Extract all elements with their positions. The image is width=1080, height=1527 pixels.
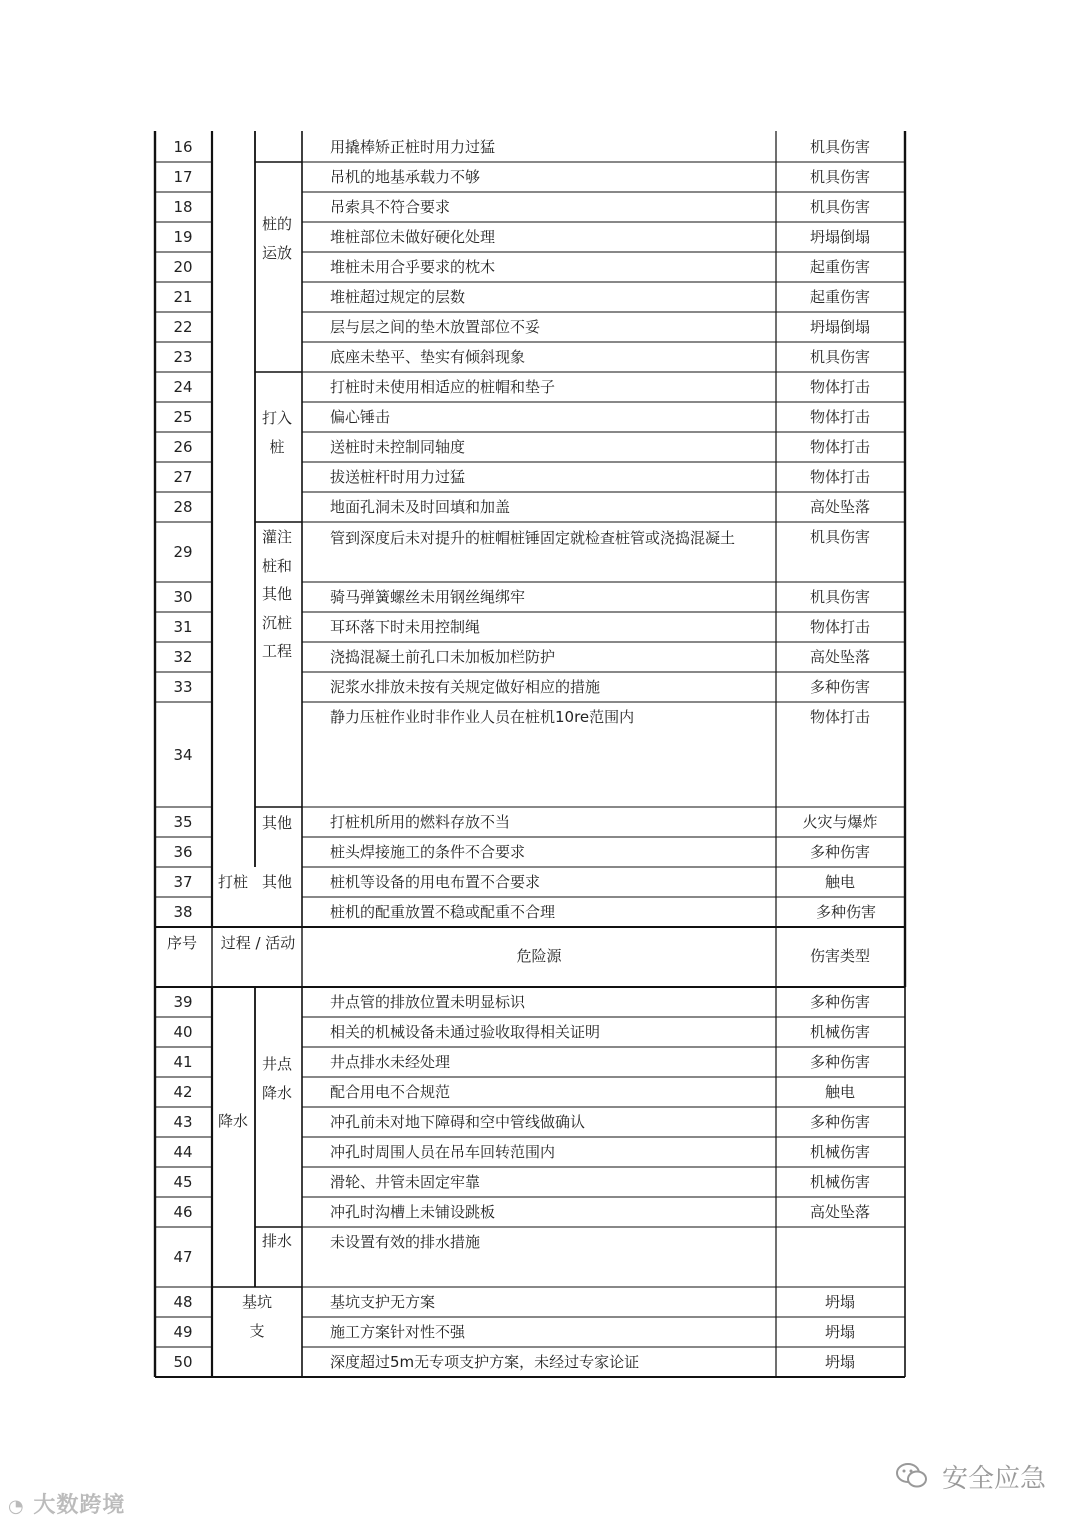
watermark-left: [8, 1488, 125, 1519]
injury-type-cell: 高处坠落: [809, 648, 870, 666]
injury-type-cell: 机械伤害: [809, 1143, 870, 1161]
injury-type-cell: 高处坠落: [809, 498, 870, 516]
row-number: 26: [173, 438, 193, 456]
hazard-cell: 吊机的地基承载力不够: [330, 168, 481, 186]
header-process: 过程 / 活动: [220, 934, 296, 952]
hazard-cell: 深度超过5m无专项支护方案，未经过专家论证: [330, 1353, 640, 1371]
row-number: 18: [173, 198, 193, 216]
row-number: 31: [173, 618, 193, 636]
group-pile-driving: 打入桩: [261, 409, 292, 456]
row-number: 48: [173, 1293, 193, 1311]
row-number: 23: [173, 348, 193, 366]
row-number: 28: [173, 498, 193, 516]
hazard-cell: 静力压桩作业时非作业人员在桩机10re范围内: [330, 708, 635, 726]
injury-type-cell: 机械伤害: [809, 1023, 870, 1041]
row-number: 34: [173, 745, 193, 764]
injury-type-cell: 机具伤害: [809, 137, 870, 156]
row-number: 41: [173, 1053, 193, 1071]
hazard-cell: 基坑支护无方案: [330, 1293, 436, 1311]
injury-type-cell: 物体打击: [809, 378, 870, 396]
watermark-left-text: 大数跨境: [33, 1493, 126, 1518]
injury-type-cell: 物体打击: [809, 408, 870, 426]
injury-type-cell: 多种伤害: [809, 1113, 870, 1131]
injury-type-cell: 多种伤害: [809, 993, 870, 1011]
hazard-cell: 堆桩超过规定的层数: [330, 288, 466, 306]
hazard-cell: 管到深度后未对提升的桩帽桩锤固定就检查桩管或浇捣混凝土: [330, 529, 736, 547]
row-number: 42: [173, 1083, 193, 1101]
hazard-cell: 堆桩未用合乎要求的枕木: [330, 258, 496, 276]
injury-type-cell: 多种伤害: [815, 903, 876, 921]
row-number: 30: [173, 588, 193, 606]
row-number: 49: [173, 1323, 193, 1341]
hazard-cell: 用撬棒矫正桩时用力过猛: [330, 137, 496, 156]
injury-type-cell: 物体打击: [809, 468, 870, 486]
hazard-cell: 底座未垫平、垫实有倾斜现象: [330, 348, 526, 366]
row-number: 37: [173, 873, 193, 891]
group-drainage: 排水: [261, 1232, 292, 1250]
hazard-cell: 骑马弹簧螺丝未用钢丝绳绑牢: [330, 588, 526, 606]
row-number: 33: [173, 678, 193, 696]
row-number: 21: [173, 288, 193, 306]
watermark-right: [896, 1458, 1046, 1497]
hazard-cell: 泥浆水排放未按有关规定做好相应的措施: [330, 678, 601, 696]
hazard-cell: 吊索具不符合要求: [330, 198, 451, 216]
injury-type-cell: 高处坠落: [809, 1203, 870, 1221]
injury-type-cell: 物体打击: [809, 618, 870, 636]
injury-type-cell: 火灾与爆炸: [802, 813, 878, 831]
hazard-cell: 送桩时未控制同轴度: [330, 438, 466, 456]
row-number: 38: [173, 903, 193, 921]
row-number: 32: [173, 648, 193, 666]
hazard-cell: 耳环落下时未用控制绳: [330, 618, 481, 636]
hazard-cell: 浇捣混凝土前孔口未加板加栏防护: [330, 648, 556, 666]
row-number: 35: [173, 813, 193, 831]
row-number: 44: [173, 1143, 193, 1161]
row-number: 40: [173, 1023, 193, 1041]
row-number: 16: [173, 137, 193, 156]
hazard-cell: 冲孔时沟槽上未铺设跳板: [330, 1203, 496, 1221]
group-piling: 打桩: [217, 873, 248, 891]
watermark-right-text: 安全应急: [941, 1464, 1046, 1494]
row-number: 25: [173, 408, 193, 426]
wechat-icon: [896, 1462, 928, 1497]
row-number: 20: [173, 258, 193, 276]
injury-type-cell: 坍塌: [824, 1323, 855, 1341]
group-pile-transport: 桩的运放: [261, 215, 292, 262]
hazard-cell: 施工方案针对性不强: [330, 1323, 466, 1341]
hazard-cell: 滑轮、井管未固定牢靠: [330, 1173, 481, 1191]
group-wellpoint: 井点降水: [261, 1055, 292, 1102]
hazard-cell: 配合用电不合规范: [330, 1083, 451, 1101]
row-number: 17: [173, 168, 193, 186]
injury-type-cell: 机具伤害: [809, 528, 870, 546]
row-number: 39: [173, 993, 193, 1011]
hazard-cell: 桩头焊接施工的条件不合要求: [330, 843, 526, 861]
row-number: 19: [173, 228, 193, 246]
hazard-cell: 打桩机所用的燃料存放不当: [330, 813, 511, 831]
hazard-cell: 相关的机械设备未通过验收取得相关证明: [330, 1023, 601, 1041]
group-pour-pile: 灌注桩和其他沉桩工程: [261, 528, 292, 660]
group-excavation: 基坑支: [241, 1293, 272, 1340]
hazard-cell: 拔送桩杆时用力过猛: [330, 468, 466, 486]
hazard-cell: 井点排水未经处理: [330, 1053, 451, 1071]
injury-type-cell: 机具伤害: [809, 168, 870, 186]
hazard-cell: 打桩时未使用相适应的桩帽和垫子: [330, 378, 556, 396]
hazard-cell: 桩机等设备的用电布置不合要求: [330, 873, 541, 891]
hazard-cell: 桩机的配重放置不稳或配重不合理: [330, 903, 556, 921]
row-number: 24: [173, 378, 193, 396]
row-number: 43: [173, 1113, 193, 1131]
injury-type-cell: 起重伤害: [809, 288, 870, 306]
hazard-cell: 冲孔时周围人员在吊车回转范围内: [330, 1143, 556, 1161]
injury-type-cell: 触电: [824, 1083, 855, 1101]
hazard-cell: 偏心锤击: [330, 408, 391, 426]
group-other-1: 其他: [261, 814, 292, 832]
row-number: 47: [173, 1248, 193, 1266]
row-number: 45: [173, 1173, 193, 1191]
injury-type-cell: 机具伤害: [809, 198, 870, 216]
header-injury: 伤害类型: [809, 947, 870, 965]
weibo-logo-icon: ◔: [8, 1496, 25, 1517]
row-number: 50: [173, 1353, 193, 1371]
injury-type-cell: 坍塌: [824, 1353, 855, 1371]
row-number: 46: [173, 1203, 193, 1221]
injury-type-cell: 机具伤害: [809, 348, 870, 366]
injury-type-cell: 物体打击: [809, 438, 870, 456]
group-dewatering: 降水: [217, 1112, 248, 1130]
injury-type-cell: 坍塌倒塌: [809, 228, 870, 246]
injury-type-cell: 多种伤害: [809, 678, 870, 696]
hazard-cell: 冲孔前未对地下障碍和空中管线做确认: [330, 1113, 586, 1131]
injury-type-cell: 起重伤害: [809, 258, 870, 276]
injury-type-cell: 机械伤害: [809, 1173, 870, 1191]
injury-type-cell: 坍塌倒塌: [809, 318, 870, 336]
row-number: 27: [173, 468, 193, 486]
injury-type-cell: 多种伤害: [809, 1053, 870, 1071]
row-number: 36: [173, 843, 193, 861]
hazard-cell: 井点管的排放位置未明显标识: [330, 993, 526, 1011]
header-hazard: 危险源: [516, 947, 562, 965]
header-no: 序号: [166, 934, 197, 952]
injury-type-cell: 物体打击: [809, 708, 870, 726]
hazard-cell: 未设置有效的排水措施: [330, 1233, 481, 1251]
injury-type-cell: 多种伤害: [809, 843, 870, 861]
group-other-2: 其他: [261, 873, 292, 891]
injury-type-cell: 触电: [824, 873, 855, 891]
hazard-cell: 堆桩部位未做好硬化处理: [330, 228, 496, 246]
row-number: 22: [173, 318, 193, 336]
hazard-cell: 层与层之间的垫木放置部位不妥: [330, 318, 541, 336]
hazard-cell: 地面孔洞未及时回填和加盖: [330, 498, 511, 516]
injury-type-cell: 坍塌: [824, 1293, 855, 1311]
row-number: 29: [173, 543, 193, 561]
injury-type-cell: 机具伤害: [809, 588, 870, 606]
